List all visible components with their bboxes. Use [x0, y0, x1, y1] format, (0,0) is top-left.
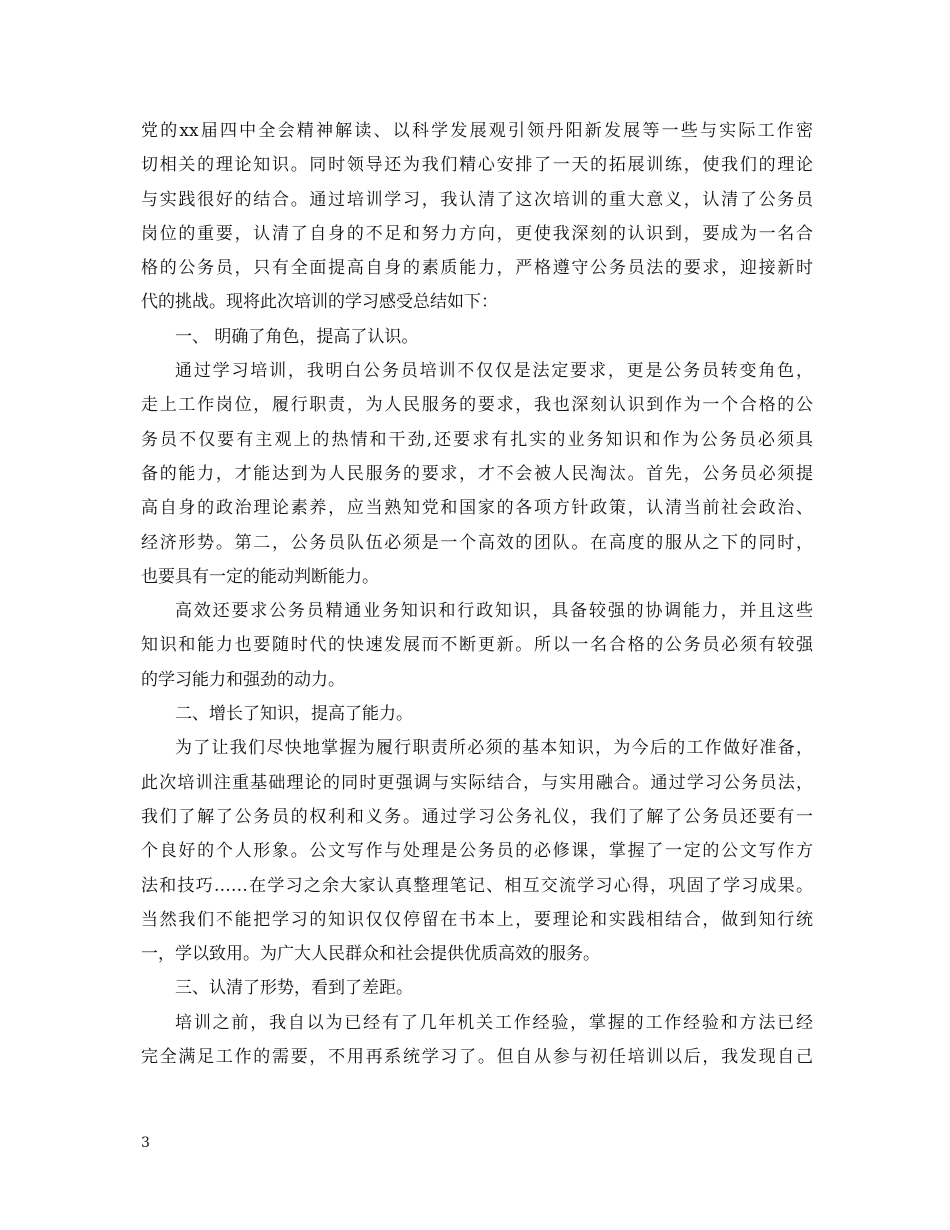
text-line: 一、 明确了角色，提高了认识。 [175, 326, 419, 347]
text-line: 经济形势。第二，公务员队伍必须是一个高效的团队。在高度的服从之下的同时， [141, 532, 813, 553]
text-line: 通过学习培训，我明白公务员培训不仅仅是法定要求，更是公务员转变角色， [175, 361, 813, 382]
text-line: 培训之前，我自以为已经有了几年机关工作经验，掌握的工作经验和方法已经 [175, 1012, 813, 1033]
text-line: 当然我们不能把学习的知识仅仅停留在书本上，要理论和实践相结合，做到知行统 [141, 909, 813, 930]
text-line: 二、增长了知识，提高了能力。 [175, 704, 413, 725]
text-line: 为了让我们尽快地掌握为履行职责所必须的基本知识，为今后的工作做好准备， [175, 738, 813, 759]
text-line: 我们了解了公务员的权利和义务。通过学习公务礼仪，我们了解了公务员还要有一 [141, 806, 813, 827]
text-line: 此次培训注重基础理论的同时更强调与实际结合，与实用融合。通过学习公务员法， [141, 772, 813, 793]
text-line: 格的公务员，只有全面提高自身的素质能力，严格遵守公务员法的要求，迎接新时 [141, 258, 813, 279]
text-line: 务员不仅要有主观上的热情和干劲,还要求有扎实的业务知识和作为公务员必须具 [141, 429, 813, 450]
text-line: 走上工作岗位，履行职责，为人民服务的要求，我也深刻认识到作为一个合格的公 [141, 395, 813, 416]
text-line: 党的xx届四中全会精神解读、以科学发展观引领丹阳新发展等一些与实际工作密 [141, 121, 813, 141]
page-number: 3 [141, 1135, 150, 1151]
text-line: 切相关的理论知识。同时领导还为我们精心安排了一天的拓展训练，使我们的理论 [141, 155, 813, 176]
text-line: 法和技巧……在学习之余大家认真整理笔记、相互交流学习心得，巩固了学习成果。 [141, 875, 813, 896]
text-line: 代的挑战。现将此次培训的学习感受总结如下： [141, 292, 498, 313]
text-line: 的学习能力和强劲的动力。 [141, 669, 345, 690]
document-body [141, 114, 813, 1074]
text-line: 三、认清了形势，看到了差距。 [175, 978, 413, 999]
text-line: 岗位的重要，认清了自身的不足和努力方向，更使我深刻的认识到，要成为一名合 [141, 223, 813, 244]
text-line: 完全满足工作的需要，不用再系统学习了。但自从参与初任培训以后，我发现自己 [141, 1047, 813, 1068]
text-line: 个良好的个人形象。公文写作与处理是公务员的必修课，掌握了一定的公文写作方 [141, 841, 813, 862]
text-line: 与实践很好的结合。通过培训学习，我认清了这次培训的重大意义，认清了公务员 [141, 189, 813, 210]
text-line: 备的能力，才能达到为人民服务的要求，才不会被人民淘汰。首先，公务员必须提 [141, 463, 813, 484]
text-line: 知识和能力也要随时代的快速发展而不断更新。所以一名合格的公务员必须有较强 [141, 635, 813, 656]
text-line: 高效还要求公务员精通业务知识和行政知识，具备较强的协调能力，并且这些 [175, 601, 813, 622]
text-line: 一，学以致用。为广大人民群众和社会提供优质高效的服务。 [141, 944, 600, 965]
text-line: 高自身的政治理论素养，应当熟知党和国家的各项方针政策，认清当前社会政治、 [141, 498, 813, 519]
text-line: 也要具有一定的能动判断能力。 [141, 566, 379, 587]
